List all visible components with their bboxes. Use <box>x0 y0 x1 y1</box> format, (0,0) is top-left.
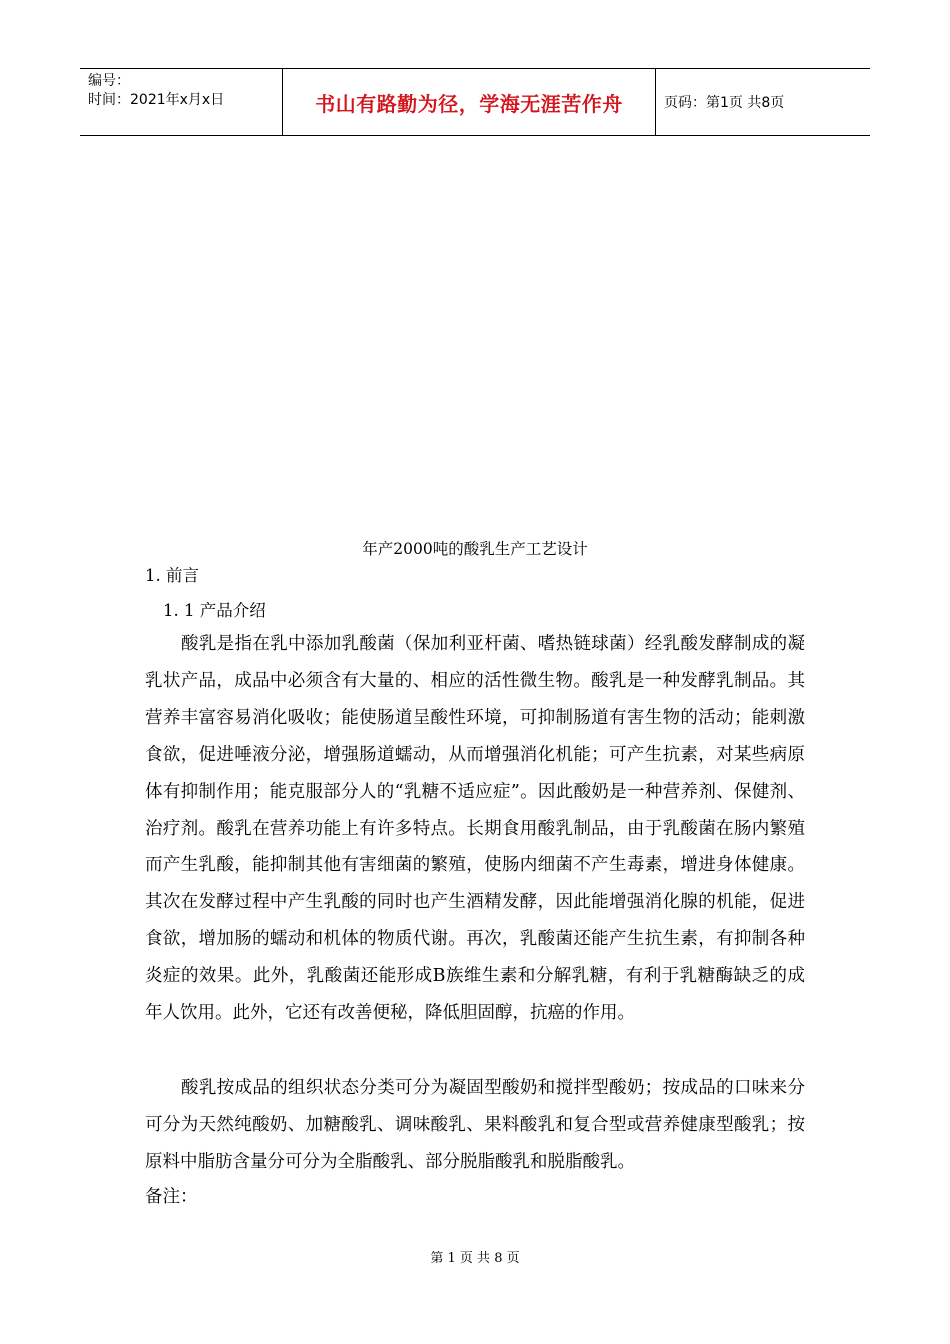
paragraph-intro: 酸乳是指在乳中添加乳酸菌（保加利亚杆菌、嗜热链球菌）经乳酸发酵制成的凝乳状产品，成品中必须含有大量的、相应的活性微生物。酸乳是一种发酵乳制品。其营养丰富容易消化吸收；能使肠道呈酸性环境，可抑制肠道有害生物的活动；能刺激食欲，促进唾液分泌，增强肠道蠕动，从而增强消化机能；可产生抗素，对某些病原体有抑制作用；能克服部分人的“乳糖不适应症”。因此酸奶是一种营养剂、保健剂、治疗剂。酸乳在营养功能上有许多特点。长期食用酸乳制品，由于乳酸菌在肠内繁殖而产生乳酸，能抑制其他有害细菌的繁殖，使肠内细菌不产生毒素，增进身体健康。其次在发酵过程中产生乳酸的同时也产生酒精发酵，因此能增强消化腺的机能，促进食欲，增加肠的蠕动和机体的物质代谢。再次，乳酸菌还能产生抗生素，有抑制各种炎症的效果。此外，乳酸菌还能形成B族维生素和分解乳糖，有利于乳糖酶缺乏的成年人饮用。此外，它还有改善便秘，降低胆固醇，抗癌的作用。 <box>145 634 805 1024</box>
page-info-text: 页码：第1页 共8页 <box>664 95 785 111</box>
time-label: 时间：2021年x月x日 <box>88 92 225 108</box>
page-footer: 第 1 页 共 8 页 <box>430 1251 520 1266</box>
document-title: 年产2000吨的酸乳生产工艺设计 <box>362 540 588 558</box>
number-label: 编号： <box>88 73 130 89</box>
page-header <box>80 68 870 136</box>
paragraph-classification: 酸乳按成品的组织状态分类可分为凝固型酸奶和搅拌型酸奶；按成品的口味来分可分为天然纯酸奶、加糖酸乳、调味酸乳、果料酸乳和复合型或营养健康型酸乳；按原料中脂肪含量分可分为全脂酸乳、部分脱脂酸乳和脱脂酸乳。 <box>145 1078 805 1172</box>
section-heading-1-1: 1. 1 产品介绍 <box>163 601 266 620</box>
header-meta <box>80 69 282 135</box>
header-page-info <box>656 69 870 135</box>
motto-text: 书山有路勤为径，学海无涯苦作舟 <box>315 91 623 116</box>
header-motto-cell <box>282 69 656 135</box>
note-label: 备注： <box>145 1187 198 1207</box>
section-heading-1: 1. 前言 <box>145 566 199 585</box>
